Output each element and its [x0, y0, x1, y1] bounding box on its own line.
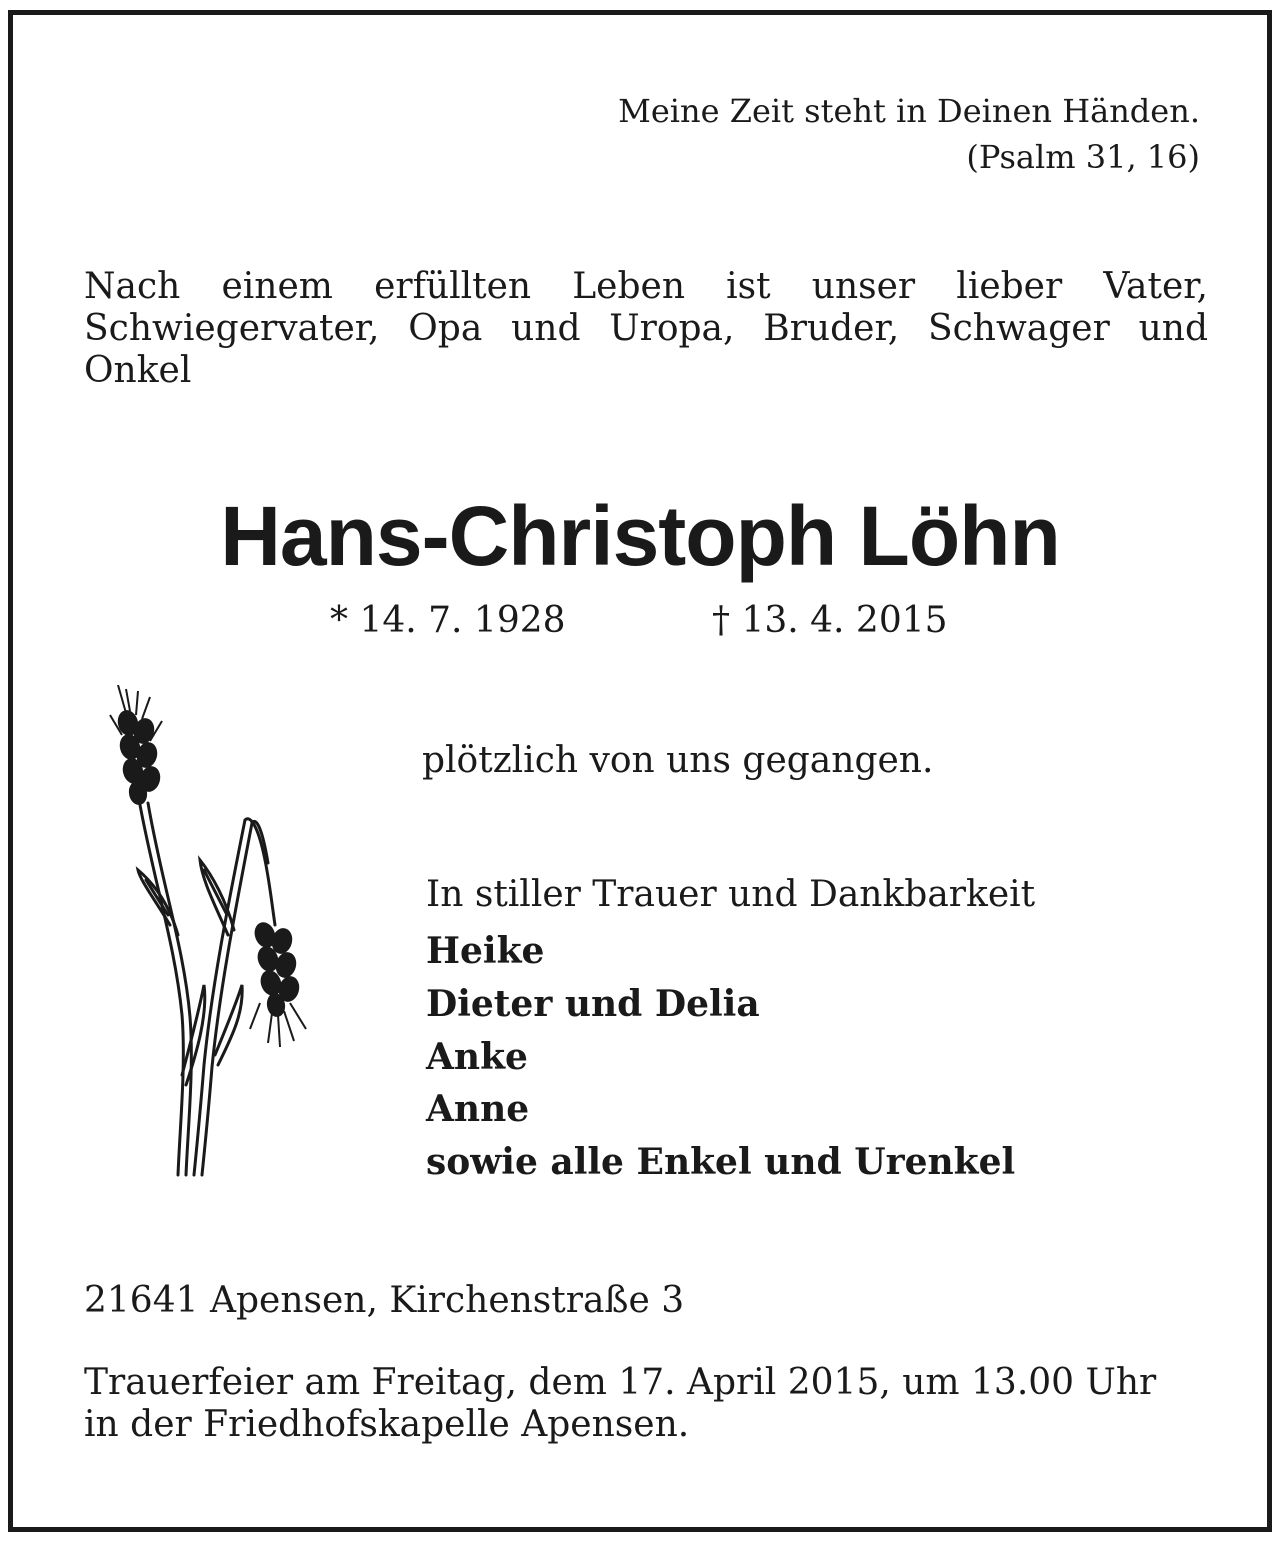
mourner-name: Heike: [426, 930, 545, 972]
birth-date: * 14. 7. 1928: [330, 600, 566, 641]
address: 21641 Apensen, Kirchenstraße 3: [84, 1280, 685, 1321]
wheat-stalks-icon: [100, 685, 320, 1185]
mourners-heading: In stiller Trauer und Dankbarkeit: [426, 874, 1036, 915]
mourner-name: sowie alle Enkel und Urenkel: [426, 1141, 1016, 1183]
mourner-name: Anke: [426, 1036, 528, 1078]
intro-line-3: Onkel: [84, 350, 192, 391]
service-line-2: in der Friedhofskapelle Apensen.: [84, 1404, 690, 1445]
mourner-name: Anne: [426, 1088, 530, 1130]
intro-line-1: Nach einem erfüllten Leben ist unser lieber Vater,: [84, 266, 1208, 307]
intro-line-2: Schwiegervater, Opa und Uropa, Bruder, Schwager und: [84, 308, 1208, 349]
death-date: † 13. 4. 2015: [712, 600, 948, 641]
passing-text: plötzlich von uns gegangen.: [422, 740, 934, 781]
verse-line-1: Meine Zeit steht in Deinen Händen.: [618, 92, 1200, 130]
verse-reference: (Psalm 31, 16): [966, 138, 1200, 176]
intro-paragraph: [84, 266, 1208, 392]
mourner-name: Dieter und Delia: [426, 983, 760, 1025]
deceased-name: Hans-Christoph Löhn: [220, 489, 1060, 583]
service-line-1: Trauerfeier am Freitag, dem 17. April 2015, um 13.00 Uhr: [84, 1362, 1157, 1403]
